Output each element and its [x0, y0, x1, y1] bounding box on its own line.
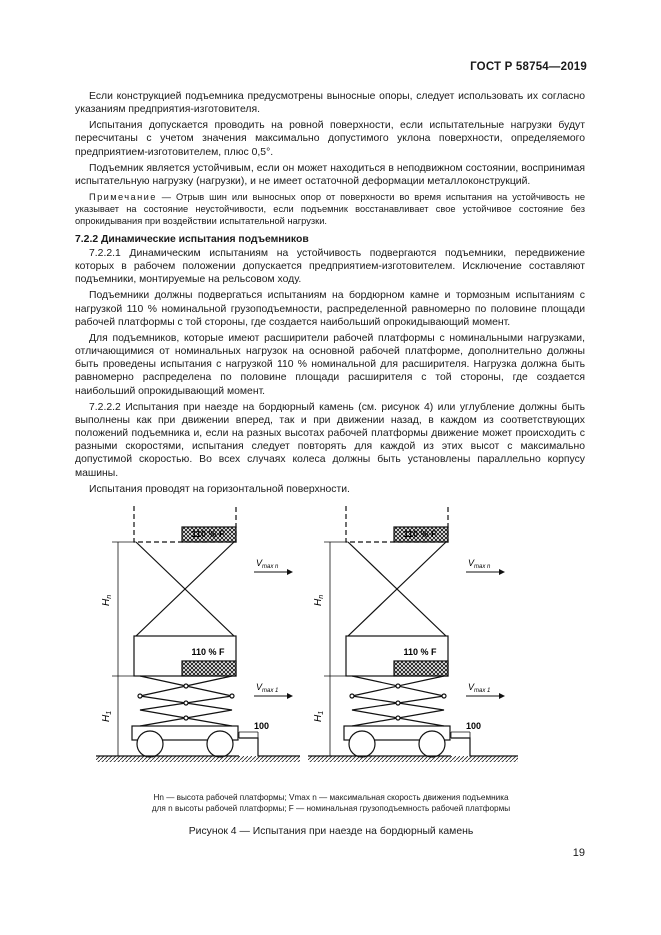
note-text: — Отрыв шин или выносных опор от поверхности во время испытания на устойчивость не указывает на состояние неустойчивости, если подъемник восстанавливает свое устойчивое состояние без опрокидывания при воздействии испытательной нагрузки.	[75, 191, 585, 226]
body-text	[75, 90, 585, 499]
figure-4-diagram	[96, 500, 536, 780]
paragraph: Подъемники должны подвергаться испытаниям на бордюрном камне и тормозным испытаниям с нагрузкой 110 % номинальной грузоподъемности, распределенной равномерно по половине площади рабочей платформы с той стороны, где создается наибольший опрокидывающий момент.	[75, 290, 585, 328]
wheel	[207, 731, 233, 757]
load-label: 110 % F	[191, 647, 225, 657]
wheel	[137, 731, 163, 757]
section-heading: 7.2.2 Динамические испытания подъемников	[75, 233, 309, 245]
paragraph: Если конструкцией подъемника предусмотрены выносные опоры, следует использовать их согласно указаниям предприятия-изготовителя.	[75, 91, 585, 116]
wheel	[419, 731, 445, 757]
figure-caption: Рисунок 4 — Испытания при наезде на бордюрный камень	[188, 826, 474, 837]
document-id: ГОСТ Р 58754—2019	[470, 61, 587, 73]
note-label: Примечание	[89, 191, 157, 202]
load-block	[182, 661, 236, 676]
speed-label-1: $V_{max 1}$	[468, 682, 491, 694]
note	[75, 191, 585, 227]
load-label: 110 % F	[403, 529, 437, 539]
ground	[96, 756, 300, 762]
height-label-n: $H_n$	[313, 594, 325, 606]
height-label-1: $H_1$	[313, 710, 325, 722]
paragraph: Подъемник является устойчивым, если он может находиться в неподвижном состоянии, воспринимая испытательную нагрузку (нагрузки), и не имеет остаточной деформации металлоконструкций.	[75, 162, 585, 187]
page-number: 19	[572, 847, 585, 859]
curb-height-label: 100	[466, 721, 482, 731]
speed-label-n: $V_{max n}$	[256, 558, 279, 570]
paragraph: 7.2.2.1 Динамическим испытаниям на устойчивость подвергаются подъемники, передвижение которых в рабочем положении допускается предприятием-изготовителем. Исключение составляют подъемники, монтируемые на рельсовом ходу.	[75, 248, 585, 286]
curb-height-label: 100	[254, 721, 270, 731]
paragraph: Испытания допускается проводить на ровной поверхности, если испытательные нагрузки будут пересчитаны с учетом значения максимально допустимого уклона поверхности, определяемого предприятием-изготовителем, плюс 0,5°.	[75, 120, 585, 158]
figure-legend	[76, 792, 586, 814]
paragraph: Для подъемников, которые имеют расширители рабочей платформы с номинальными нагрузками, отличающимися от номинальных нагрузок на основной рабочей платформе, дополнительно должны быть проведены испытания с нагрузкой 110 % номинальной для расширителя. Нагрузка должна быть равномерно распределена по половине площади расширителя с той стороны, где создается наибольший опрокидывающий момент.	[75, 332, 585, 397]
height-label-n: $H_n$	[101, 594, 113, 606]
legend-line: для n высоты рабочей платформы; F — номинальная грузоподъемность рабочей платформы	[151, 804, 511, 813]
lift-left	[112, 506, 300, 757]
height-label-1: $H_1$	[101, 710, 113, 722]
legend-line: Hn — высота рабочей платформы; Vmax n — максимальная скорость движения подъемника	[153, 793, 509, 802]
curb	[451, 738, 518, 756]
speed-label-n: $V_{max n}$	[468, 558, 491, 570]
ground	[308, 756, 518, 762]
paragraph: Испытания проводят на горизонтальной поверхности.	[89, 483, 350, 495]
paragraph: 7.2.2.2 Испытания при наезде на бордюрный камень (см. рисунок 4) или углубление должны быть выполнены как при движении вперед, так и при движении назад, в каждом из соответствующих положений подъемника и, если на разных высотах рабочей платформы движение может происходить с разными скоростями, испытания следует повторять для каждой из этих высот с максимально допустимой скоростью. Во всех случаях колеса должны быть установлены параллельно корпусу машины.	[75, 401, 585, 479]
load-label: 110 % F	[191, 529, 225, 539]
lift-right	[308, 506, 518, 762]
load-block	[394, 661, 448, 676]
wheel	[349, 731, 375, 757]
speed-label-1: $V_{max 1}$	[256, 682, 279, 694]
load-label: 110 % F	[403, 647, 437, 657]
curb	[239, 738, 300, 756]
